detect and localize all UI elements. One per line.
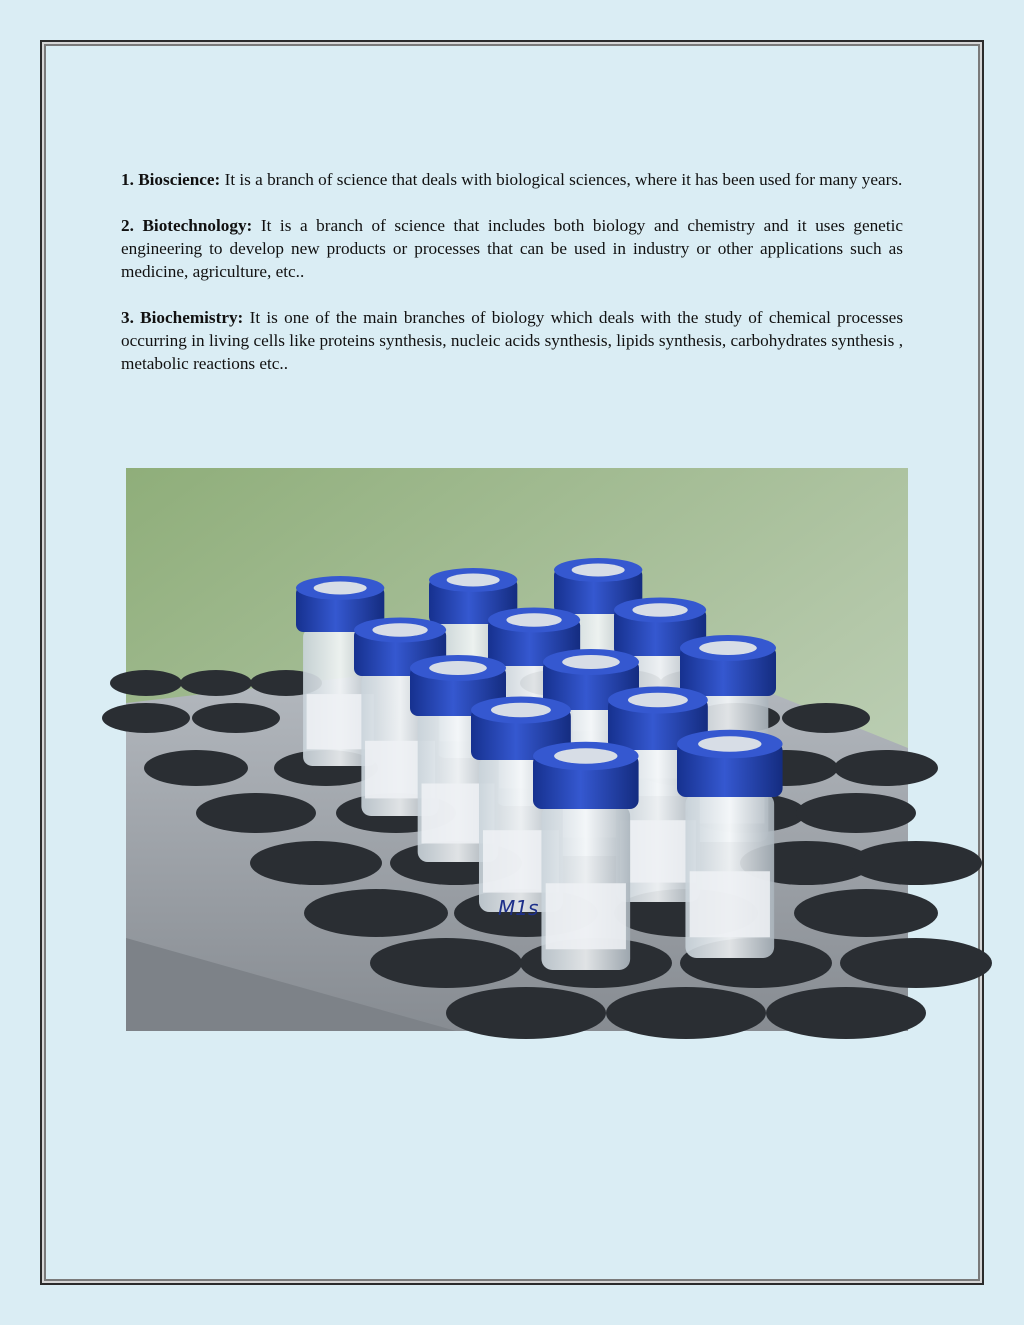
section-heading: 3. Biochemistry: [121,308,244,327]
vial-septum [562,655,620,669]
vial-septum [372,623,427,636]
section-body: It is one of the main branches of biology which deals with the study of chemical processes occurring in living cells like proteins synthesis, nucleic acids synthesis, lipids synthesis, carbohydrates synthesis , metabolic reactions etc.. [121,308,904,373]
rack-hole [250,841,382,885]
vials-photo-illustration [126,468,908,1031]
rack-hole [794,889,938,937]
section-bioscience [121,168,903,191]
rack-hole [850,841,982,885]
vial-septum [506,613,561,626]
rack-hole [304,889,448,937]
vial-septum [698,736,761,751]
photo-reflection [126,1034,908,1184]
rack-hole [834,750,938,786]
text-content [121,168,903,398]
section-heading: 2. Biotechnology: [121,216,253,235]
rack-hole [144,750,248,786]
rack-hole [102,703,190,733]
vial-septum [429,661,487,675]
rack-hole [446,987,606,1039]
vial-label [690,871,770,937]
rack-hole [110,670,182,696]
vial-label [546,883,626,949]
rack-hole [606,987,766,1039]
vial-septum [632,603,687,616]
section-body: It is a branch of science that deals with biological sciences, where it has been used for many years. [220,170,903,189]
rack-hole [840,938,992,988]
vial-septum [699,641,757,655]
vial-septum [314,582,367,595]
section-body: It is a branch of science that includes both biology and chemistry and it uses genetic engineering to develop new products or processes that can be used in industry or other applications such as medicine, agriculture, etc.. [121,216,903,281]
rack-hole [782,703,870,733]
section-biotechnology [121,214,903,283]
vial-septum [572,564,625,577]
section-biochemistry [121,306,903,375]
vial-septum [447,574,500,587]
vial-septum [491,703,551,718]
rack-hole [796,793,916,833]
vial-septum [628,693,688,708]
vial-handwritten-label: M1s [498,896,539,920]
vial-septum [554,748,617,763]
rack-hole [192,703,280,733]
vial-label [620,820,696,882]
section-heading: 1. Bioscience: [121,170,221,189]
rack-hole [180,670,252,696]
rack-hole [766,987,926,1039]
vials-photo [126,468,908,1031]
rack-hole [370,938,522,988]
rack-hole [196,793,316,833]
